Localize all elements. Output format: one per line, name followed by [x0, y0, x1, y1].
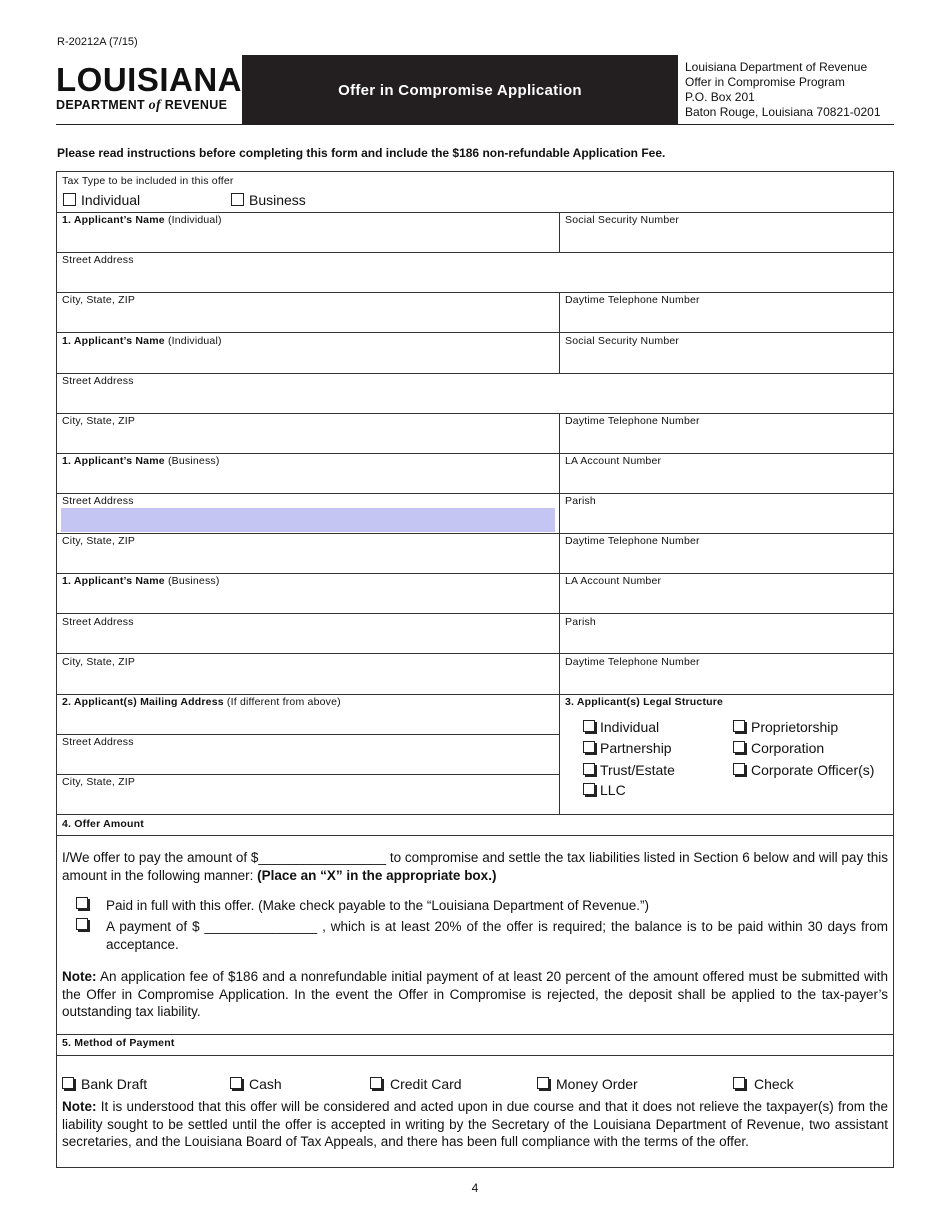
- tax-type-label: Tax Type to be included in this offer: [62, 175, 234, 187]
- applicant-name-label: 1. Applicant’s Name (Business): [62, 455, 220, 467]
- legal-individual-checkbox[interactable]: [583, 720, 595, 732]
- ssn-label: Social Security Number: [565, 214, 680, 226]
- legal-corporate-officer-label: Corporate Officer(s): [751, 762, 875, 778]
- ldr-logo: [56, 57, 242, 125]
- parish-label: Parish: [565, 495, 596, 507]
- legal-trust-estate-label: Trust/Estate: [600, 762, 675, 778]
- cash-label: Cash: [249, 1076, 282, 1092]
- phone-label: Daytime Telephone Number: [565, 415, 700, 427]
- tax-type-individual-checkbox[interactable]: [63, 193, 76, 206]
- money-order-label: Money Order: [556, 1076, 638, 1092]
- credit-card-checkbox[interactable]: [370, 1077, 382, 1089]
- street-address-label: Street Address: [62, 254, 134, 266]
- tax-type-business-checkbox[interactable]: [231, 193, 244, 206]
- legal-trust-estate-checkbox[interactable]: [583, 763, 595, 775]
- parish-label: Parish: [565, 616, 596, 628]
- mailing-street-label: Street Address: [62, 736, 134, 748]
- street-address-input-highlight[interactable]: [61, 508, 555, 532]
- money-order-checkbox[interactable]: [537, 1077, 549, 1089]
- ssn-label: Social Security Number: [565, 335, 680, 347]
- bank-draft-checkbox[interactable]: [62, 1077, 74, 1089]
- offer-amount-intro: I/We offer to pay the amount of $_________________ to compromise and settle the tax liabilities listed in Section 6 below and will pay this amount in the following manner: (Place an “X” in the appropriate box.): [62, 850, 888, 883]
- legal-corporate-officer-checkbox[interactable]: [733, 763, 745, 775]
- tax-type-business-label: Business: [249, 192, 306, 208]
- la-account-label: LA Account Number: [565, 455, 662, 467]
- legal-partnership-checkbox[interactable]: [583, 741, 595, 753]
- city-state-zip-label: City, State, ZIP: [62, 415, 136, 427]
- check-checkbox[interactable]: [733, 1077, 745, 1089]
- payment-method-heading: 5. Method of Payment: [62, 1037, 175, 1049]
- form-number: R-20212A (7/15): [57, 36, 138, 48]
- partial-payment-checkbox[interactable]: [76, 918, 88, 930]
- cash-checkbox[interactable]: [230, 1077, 242, 1089]
- logo-wordmark: LOUISIANA: [56, 61, 242, 98]
- mailing-city-label: City, State, ZIP: [62, 776, 136, 788]
- partial-payment-label: A payment of $ _______________ , which is at least 20% of the offer is required; the balance is to be paid within 30 days from acceptance.: [106, 919, 888, 952]
- applicant-name-label: 1. Applicant’s Name (Individual): [62, 335, 222, 347]
- legal-structure-label: 3. Applicant(s) Legal Structure: [565, 696, 724, 708]
- bank-draft-label: Bank Draft: [81, 1076, 148, 1092]
- legal-proprietorship-checkbox[interactable]: [733, 720, 745, 732]
- legal-proprietorship-label: Proprietorship: [751, 719, 839, 735]
- legal-llc-label: LLC: [600, 782, 626, 798]
- logo-subtitle: DEPARTMENT of REVENUE: [56, 98, 228, 113]
- legal-partnership-label: Partnership: [600, 740, 672, 756]
- city-state-zip-label: City, State, ZIP: [62, 656, 136, 668]
- offer-amount-note: Note: An application fee of $186 and a nonrefundable initial payment of at least 20 percent of the amount offered must be submitted with the Offer in Compromise Application. In the event the Offer in Compromise is rejected, the deposit shall be applied to the tax-payer’s outstanding tax liability.: [62, 969, 888, 1019]
- department-address: Louisiana Department of Revenue Offer in Compromise Program P.O. Box 201 Baton Rouge, Louisiana 70821-0201: [678, 55, 894, 125]
- applicant-name-label: 1. Applicant’s Name (Individual): [62, 214, 222, 226]
- form-title: Offer in Compromise Application: [242, 55, 678, 125]
- legal-corporation-checkbox[interactable]: [733, 741, 745, 753]
- legal-corporation-label: Corporation: [751, 740, 825, 756]
- phone-label: Daytime Telephone Number: [565, 656, 700, 668]
- street-address-label: Street Address: [62, 375, 134, 387]
- paid-in-full-checkbox[interactable]: [76, 897, 88, 909]
- street-address-label: Street Address: [62, 495, 134, 507]
- city-state-zip-label: City, State, ZIP: [62, 535, 136, 547]
- la-account-label: LA Account Number: [565, 575, 662, 587]
- legal-llc-checkbox[interactable]: [583, 783, 595, 795]
- offer-amount-heading: 4. Offer Amount: [62, 818, 144, 830]
- applicant-name-label: 1. Applicant’s Name (Business): [62, 575, 220, 587]
- payment-note: Note: It is understood that this offer will be considered and acted upon in due course and that it does not relieve the taxpayer(s) from the liability sought to be settled until the offer is accepted in writing by the Secretary of the Louisiana Department of Revenue, two assistant secretaries, and the Louisiana Board of Tax Appeals, and there has been full compliance with the terms of the offer.: [62, 1099, 888, 1149]
- paid-in-full-label: Paid in full with this offer. (Make check payable to the “Louisiana Department of Revenue.”): [106, 898, 650, 913]
- instructions: Please read instructions before completing this form and include the $186 non-refundable Application Fee.: [57, 146, 666, 160]
- phone-label: Daytime Telephone Number: [565, 535, 700, 547]
- page-number: 4: [471, 1181, 479, 1195]
- tax-type-individual-label: Individual: [81, 192, 141, 208]
- check-label: Check: [754, 1076, 794, 1092]
- phone-label: Daytime Telephone Number: [565, 294, 700, 306]
- legal-individual-label: Individual: [600, 719, 660, 735]
- credit-card-label: Credit Card: [390, 1076, 462, 1092]
- city-state-zip-label: City, State, ZIP: [62, 294, 136, 306]
- street-address-label: Street Address: [62, 616, 134, 628]
- mailing-address-label: 2. Applicant(s) Mailing Address (If different from above): [62, 696, 341, 708]
